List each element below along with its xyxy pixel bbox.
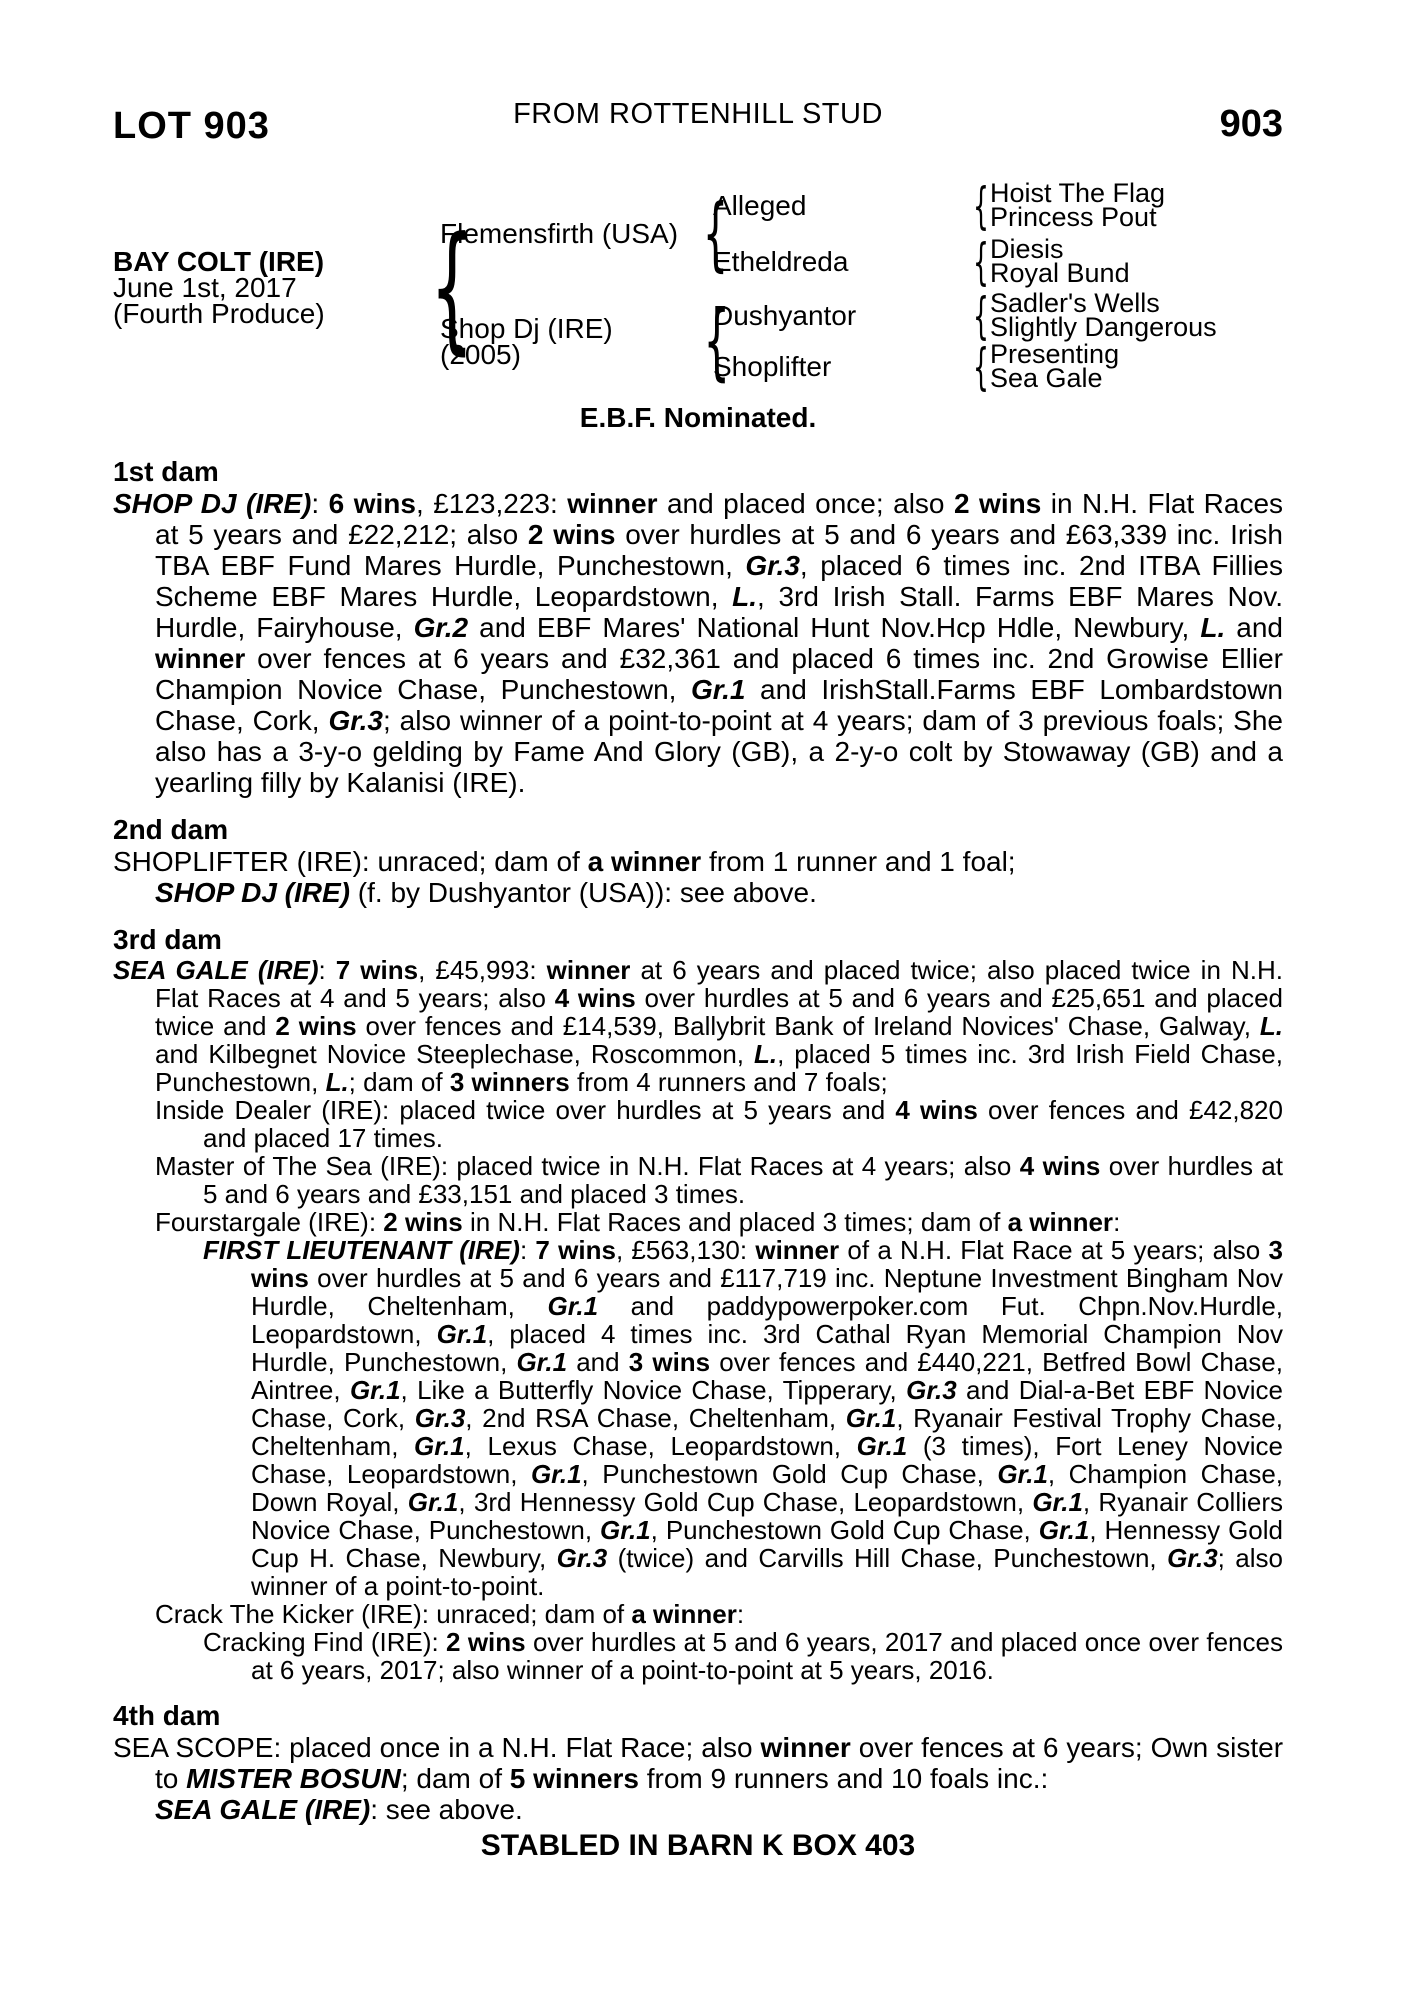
text-run: MISTER BOSUN <box>186 1763 401 1794</box>
text-run: Cracking Find (IRE): <box>203 1627 447 1657</box>
text-run: , Like a Butterfly Novice Chase, Tipperary, <box>400 1375 907 1405</box>
text-run: SHOPLIFTER (IRE): unraced; dam of <box>113 846 588 877</box>
great-grandparent-name: Sadler's Wells <box>990 288 1160 318</box>
great-grandparent-pair <box>990 178 1166 232</box>
text-run: ; also winner of a point-to-point. <box>251 1543 1283 1601</box>
page-header <box>113 95 1283 180</box>
text-run: Fourstargale (IRE): <box>155 1207 384 1237</box>
text-run: 3 winners <box>449 1067 570 1097</box>
text-run: Gr.1 <box>436 1319 488 1349</box>
text-run: of a N.H. Flat Race at 5 years; also <box>839 1235 1269 1265</box>
text-run: Gr.3 <box>328 705 383 736</box>
text-run: 4 wins <box>554 983 636 1013</box>
text-run: and Dial-a-Bet EBF Novice Chase, Cork, <box>251 1375 1284 1433</box>
text-run: SHOP DJ (IRE) <box>113 488 312 519</box>
text-run: over fences and £14,539, Ballybrit Bank of Ireland Novices' Chase, Galway, <box>356 1011 1260 1041</box>
sire-dam-name: Etheldreda <box>713 246 849 277</box>
dam-year: (2005) <box>440 339 521 370</box>
text-run: 4 wins <box>1019 1151 1101 1181</box>
text-run: , placed 4 times inc. 3rd Cathal Ryan Memorial Champion Nov Hurdle, Punchestown, <box>251 1319 1283 1377</box>
text-run: Gr.1 <box>845 1403 897 1433</box>
text-run: Gr.1 <box>997 1459 1048 1489</box>
text-run: Master of The Sea (IRE): placed twice in N.H. Flat Races at 4 years; also <box>155 1151 1020 1181</box>
text-run: , placed 6 times inc. 2nd ITBA Fillies Scheme EBF Mares Hurdle, Leopardstown, <box>155 550 1283 612</box>
text-run: over hurdles at 5 and 6 years and £33,151 and placed 3 times. <box>203 1151 1283 1209</box>
text-run: Gr.1 <box>600 1515 651 1545</box>
text-run: (twice) and Carvills Hill Chase, Punchestown, <box>607 1543 1168 1573</box>
text-run: and <box>1225 612 1283 643</box>
pedigree-entry <box>113 1600 1283 1628</box>
text-run: over fences and £42,820 and placed 17 times. <box>203 1095 1283 1153</box>
great-grandparent-name: Royal Bund <box>990 257 1130 288</box>
great-grandparent-name: Diesis <box>990 234 1064 264</box>
text-run: Gr.1 <box>691 674 746 705</box>
text-run: : <box>318 955 336 985</box>
text-run: ; also winner of a point-to-point at 4 years; dam of 3 previous foals; She also has a 3-y-o gelding by Fame And Glory (GB), a 2-y-o colt by Stowaway (GB) and a yearling filly by Kalanisi (IRE). <box>155 705 1283 798</box>
text-run: winner <box>760 1732 851 1763</box>
dam-section <box>113 924 1283 1684</box>
text-run: Gr.1 <box>414 1431 465 1461</box>
dam-cell <box>440 313 613 370</box>
dam-section <box>113 456 1283 798</box>
dam-dam-name: Shoplifter <box>713 351 832 382</box>
pedigree-entry <box>113 1208 1283 1236</box>
text-run: ; dam of <box>348 1067 450 1097</box>
ebf-nominated-note: E.B.F. Nominated. <box>579 402 817 433</box>
pedigree-entry <box>113 846 1283 877</box>
text-run: , Punchestown Gold Cup Chase, <box>650 1515 1039 1545</box>
text-run: L. <box>732 581 758 612</box>
great-grandparent-pair <box>990 288 1217 342</box>
text-run: L. <box>1259 1011 1283 1041</box>
text-run: over fences at 6 years and £32,361 and placed 6 times inc. 2nd Growise Ellier Champion Novice Chase, Punchestown, <box>155 643 1283 705</box>
text-run: SHOP DJ (IRE) <box>155 877 350 908</box>
dam-section <box>113 1700 1283 1825</box>
text-run: , 3rd Hennessy Gold Cup Chase, Leopardstown, <box>458 1487 1033 1517</box>
text-run: : <box>1113 1207 1121 1237</box>
pedigree-entry <box>113 488 1283 798</box>
text-run: , Lexus Chase, Leopardstown, <box>464 1431 857 1461</box>
text-run: 2 wins <box>383 1207 463 1237</box>
section-heading: 1st dam <box>113 456 219 487</box>
text-run: over hurdles at 5 and 6 years, 2017 and placed once over fences at 6 years, 2017; also winner of a point-to-point at 5 years, 2016. <box>251 1627 1283 1685</box>
text-run: Gr.3 <box>906 1375 957 1405</box>
text-run: at 6 years and placed twice; also placed twice in N.H. Flat Races at 4 and 5 years; also <box>155 955 1283 1013</box>
text-run: a winner <box>587 846 702 877</box>
great-grandparent-name: Princess Pout <box>990 201 1157 232</box>
text-run: winner <box>567 488 658 519</box>
text-run: a winner <box>1007 1207 1114 1237</box>
dam-sections <box>113 456 1283 1825</box>
text-run: , Ryanair Colliers Novice Chase, Punchestown, <box>251 1487 1283 1545</box>
text-run: Gr.3 <box>414 1403 466 1433</box>
text-run: in N.H. Flat Races at 5 years and £22,212; also <box>155 488 1284 550</box>
text-run: , £123,223: <box>415 488 568 519</box>
text-run: , £45,993: <box>418 955 547 985</box>
text-run: 5 winners <box>509 1763 639 1794</box>
text-run: in N.H. Flat Races and placed 3 times; dam of <box>462 1207 1008 1237</box>
text-run: : see above. <box>370 1794 523 1825</box>
text-run: , Champion Chase, Down Royal, <box>251 1459 1284 1517</box>
text-run: Gr.1 <box>856 1431 908 1461</box>
text-run: winner <box>155 643 246 674</box>
section-heading: 2nd dam <box>113 814 229 845</box>
stabled-note: STABLED IN BARN K BOX 403 <box>480 1829 916 1862</box>
text-run: ; dam of <box>400 1763 510 1794</box>
text-run: 2 wins <box>275 1011 357 1041</box>
text-run: (3 times), Fort Leney Novice Chase, Leopardstown, <box>251 1431 1283 1489</box>
text-run: Gr.3 <box>745 550 800 581</box>
text-run: : <box>311 488 329 519</box>
text-run: , £563,130: <box>615 1235 756 1265</box>
subject-produce-note: (Fourth Produce) <box>113 298 325 329</box>
great-grandparent-name: Hoist The Flag <box>990 178 1166 208</box>
great-grandparent-name: Sea Gale <box>990 362 1103 393</box>
text-run: and Kilbegnet Novice Steeplechase, Roscommon, <box>155 1039 754 1069</box>
section-heading: 4th dam <box>113 1700 221 1731</box>
great-grandparent-pair <box>990 339 1120 393</box>
text-run: SEA GALE (IRE) <box>113 955 319 985</box>
text-run: L. <box>325 1067 349 1097</box>
text-run: 6 wins <box>328 488 416 519</box>
text-run: 7 wins <box>535 1235 616 1265</box>
lot-number: 903 <box>1219 103 1283 145</box>
great-grandparent-name: Presenting <box>990 339 1120 369</box>
text-run: Gr.1 <box>1032 1487 1083 1517</box>
text-run: FIRST LIEUTENANT (IRE) <box>203 1235 520 1265</box>
text-run: 3 wins <box>628 1347 711 1377</box>
pedigree-table <box>113 180 1283 450</box>
text-run: over hurdles at 5 and 6 years and £25,651 and placed twice and <box>155 983 1284 1041</box>
pedigree-entry <box>113 877 1283 908</box>
text-run: , placed 5 times inc. 3rd Irish Field Chase, Punchestown, <box>155 1039 1283 1097</box>
text-run: 7 wins <box>335 955 419 985</box>
sire-name: Flemensfirth (USA) <box>440 218 679 249</box>
pedigree-entry <box>113 1236 1283 1600</box>
pedigree-entry <box>113 1732 1283 1794</box>
text-run: Gr.1 <box>407 1487 459 1517</box>
text-run: SEA GALE (IRE) <box>155 1794 371 1825</box>
great-grandparent-name: Slightly Dangerous <box>990 311 1217 342</box>
text-run: from 4 runners and 7 foals; <box>569 1067 888 1097</box>
text-run: , Hennessy Gold Cup H. Chase, Newbury, <box>251 1515 1283 1573</box>
text-run: and paddypowerpoker.com Fut. Chpn.Nov.Hurdle, Leopardstown, <box>251 1291 1284 1349</box>
text-run: 3 wins <box>251 1235 1283 1293</box>
dam-name: Shop Dj (IRE) <box>440 313 613 344</box>
text-run: Gr.1 <box>516 1347 568 1377</box>
pedigree-subject <box>113 246 325 329</box>
text-run: (f. by Dushyantor (USA)): see above. <box>350 877 817 908</box>
text-run: and EBF Mares' National Hunt Nov.Hcp Hdle, Newbury, <box>468 612 1201 643</box>
text-run: : <box>519 1235 536 1265</box>
text-run: 4 wins <box>895 1095 978 1125</box>
text-run: Crack The Kicker (IRE): unraced; dam of <box>155 1599 632 1629</box>
text-run: winner <box>755 1235 840 1265</box>
text-run: Gr.1 <box>547 1291 599 1321</box>
text-run: SEA SCOPE: placed once in a N.H. Flat Race; also <box>113 1732 761 1763</box>
sire-sire-name: Alleged <box>713 190 807 221</box>
text-run: over hurdles at 5 and 6 years and £117,719 inc. Neptune Investment Bingham Nov Hurdle, Cheltenham, <box>251 1263 1283 1321</box>
section-heading: 3rd dam <box>113 924 222 955</box>
text-run: and IrishStall.Farms EBF Lombardstown Chase, Cork, <box>155 674 1283 736</box>
consignor-title: FROM ROTTENHILL STUD <box>513 98 883 130</box>
pedigree-entry <box>113 956 1283 1096</box>
subject-name: BAY COLT (IRE) <box>113 246 325 277</box>
subject-foal-date: June 1st, 2017 <box>113 272 297 303</box>
text-run: , Punchestown Gold Cup Chase, <box>581 1459 998 1489</box>
text-run: , 2nd RSA Chase, Cheltenham, <box>465 1403 846 1433</box>
text-run: Gr.3 <box>1167 1543 1218 1573</box>
text-run: and <box>567 1347 629 1377</box>
text-run: L. <box>1200 612 1226 643</box>
dam-sire-name: Dushyantor <box>713 300 857 331</box>
text-run: over hurdles at 5 and 6 years and £63,339 inc. Irish TBA EBF Fund Mares Hurdle, Punchestown, <box>155 519 1283 581</box>
text-run: Gr.1 <box>530 1459 582 1489</box>
text-run: from 1 runner and 1 foal; <box>701 846 1016 877</box>
text-run: , Ryanair Festival Trophy Chase, Cheltenham, <box>251 1403 1283 1461</box>
great-grandparent-pair <box>990 234 1130 288</box>
text-run: Gr.3 <box>556 1543 608 1573</box>
text-run: and placed once; also <box>657 488 954 519</box>
dam-section <box>113 814 1283 908</box>
pedigree-entry <box>113 1152 1283 1208</box>
text-run: , 3rd Irish Stall. Farms EBF Mares Nov. Hurdle, Fairyhouse, <box>155 581 1283 643</box>
text-run: 2 wins <box>953 488 1042 519</box>
text-run: : <box>736 1599 745 1629</box>
text-run: 2 wins <box>527 519 616 550</box>
pedigree-entry <box>113 1628 1283 1684</box>
text-run: 2 wins <box>446 1627 526 1657</box>
lot-label: LOT 903 <box>113 105 270 147</box>
text-run: over fences at 6 years; Own sister to <box>155 1732 1284 1794</box>
text-run: a winner <box>631 1599 737 1629</box>
pedigree-entry <box>113 1794 1283 1825</box>
text-run: over fences and £440,221, Betfred Bowl Chase, Aintree, <box>251 1347 1283 1405</box>
text-run: from 9 runners and 10 foals inc.: <box>638 1763 1049 1794</box>
page-content <box>113 95 1283 1863</box>
text-run: Gr.1 <box>349 1375 401 1405</box>
pedigree-entry <box>113 1096 1283 1152</box>
text-run: Gr.2 <box>413 612 469 643</box>
text-run: Gr.1 <box>1038 1515 1090 1545</box>
text-run: Inside Dealer (IRE): placed twice over hurdles at 5 years and <box>155 1095 896 1125</box>
text-run: winner <box>546 955 631 985</box>
text-run: L. <box>753 1039 778 1069</box>
